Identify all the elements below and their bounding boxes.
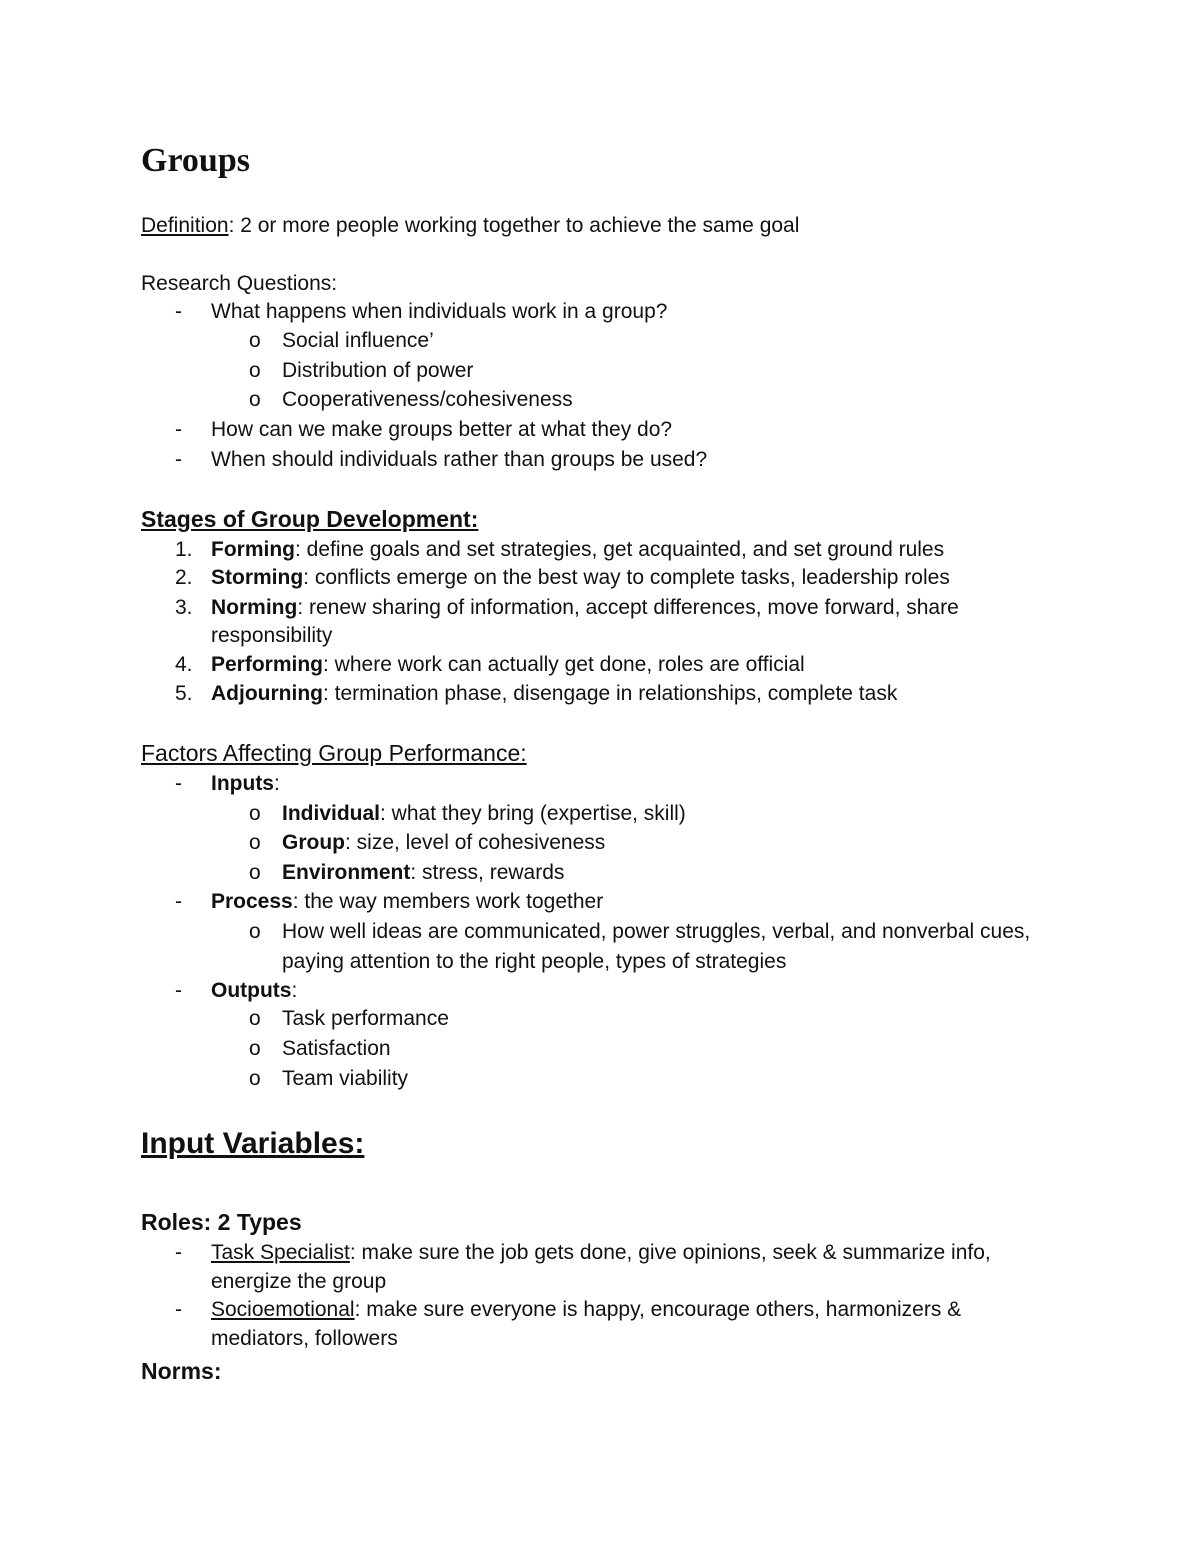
dash-bullet: - bbox=[175, 300, 182, 323]
stage-text: : conflicts emerge on the best way to complete tasks, leadership roles bbox=[303, 566, 950, 589]
stage-number: 2. bbox=[175, 566, 193, 589]
dash-bullet: - bbox=[175, 418, 182, 441]
inputs-label: Inputs bbox=[211, 772, 274, 795]
outputs-label: Outputs bbox=[211, 979, 292, 1002]
circle-bullet: o bbox=[249, 1037, 261, 1060]
input-term: Individual bbox=[282, 802, 381, 825]
research-q2-text: How can we make groups better at what they do? bbox=[211, 418, 673, 441]
circle-bullet: o bbox=[249, 920, 261, 943]
inputs-colon: : bbox=[274, 772, 280, 795]
circle-bullet: o bbox=[249, 1067, 261, 1090]
output-text: Task performance bbox=[282, 1007, 449, 1030]
output-text: Team viability bbox=[282, 1067, 409, 1090]
input-text: : stress, rewards bbox=[410, 861, 565, 884]
dash-bullet: - bbox=[175, 979, 182, 1002]
research-q3-text: When should individuals rather than groups be used? bbox=[211, 448, 708, 471]
stage-text: : termination phase, disengage in relationships, complete task bbox=[322, 682, 898, 705]
stage-term: Storming bbox=[211, 566, 304, 589]
input-term: Environment bbox=[282, 861, 411, 884]
research-q1-sub-text: Social influence’ bbox=[282, 329, 434, 352]
definition-label: Definition bbox=[141, 214, 229, 237]
dash-bullet: - bbox=[175, 1298, 182, 1321]
factors-heading: Factors Affecting Group Performance: bbox=[141, 740, 527, 766]
circle-bullet: o bbox=[249, 359, 261, 382]
definition-line bbox=[141, 212, 799, 240]
stage-text-continuation: responsibility bbox=[211, 624, 333, 647]
outputs-colon: : bbox=[291, 979, 298, 1002]
input-term: Group bbox=[282, 831, 345, 854]
stage-text: : where work can actually get done, roles are official bbox=[323, 653, 805, 676]
task-specialist-label: Task Specialist bbox=[211, 1241, 350, 1264]
norms-heading: Norms: bbox=[141, 1358, 222, 1384]
task-specialist-text: : make sure the job gets done, give opinions, seek & summarize info, bbox=[349, 1241, 991, 1264]
circle-bullet: o bbox=[249, 1007, 261, 1030]
stage-term: Performing bbox=[211, 653, 324, 676]
research-q1-sub-text: Distribution of power bbox=[282, 359, 474, 382]
research-label: Research Questions: bbox=[141, 272, 338, 295]
dash-bullet: - bbox=[175, 772, 182, 795]
stage-number: 3. bbox=[175, 596, 193, 619]
task-specialist-text-continuation: energize the group bbox=[211, 1270, 387, 1293]
output-text: Satisfaction bbox=[282, 1037, 391, 1060]
stage-text: : define goals and set strategies, get acquainted, and set ground rules bbox=[295, 538, 945, 561]
input-text: : what they bring (expertise, skill) bbox=[380, 802, 686, 825]
roles-heading: Roles: 2 Types bbox=[141, 1209, 302, 1235]
stage-term: Norming bbox=[211, 596, 298, 619]
stage-text: : renew sharing of information, accept differences, move forward, share bbox=[297, 596, 959, 619]
research-q1-sub-text: Cooperativeness/cohesiveness bbox=[282, 388, 573, 411]
process-text: : the way members work together bbox=[292, 890, 604, 913]
dash-bullet: - bbox=[175, 448, 182, 471]
stage-term: Forming bbox=[211, 538, 295, 561]
circle-bullet: o bbox=[249, 329, 261, 352]
circle-bullet: o bbox=[249, 388, 261, 411]
socioemotional-text: : make sure everyone is happy, encourage others, harmonizers & bbox=[354, 1298, 962, 1321]
stage-number: 5. bbox=[175, 682, 193, 705]
process-sub-text: How well ideas are communicated, power struggles, verbal, and nonverbal cues, bbox=[282, 920, 1031, 943]
socioemotional-text-continuation: mediators, followers bbox=[211, 1327, 398, 1350]
stage-number: 4. bbox=[175, 653, 193, 676]
dash-bullet: - bbox=[175, 890, 182, 913]
input-text: : size, level of cohesiveness bbox=[345, 831, 606, 854]
stages-heading: Stages of Group Development: bbox=[141, 506, 479, 532]
circle-bullet: o bbox=[249, 802, 261, 825]
stage-number: 1. bbox=[175, 538, 193, 561]
socioemotional-label: Socioemotional bbox=[211, 1298, 355, 1321]
process-label: Process bbox=[211, 890, 293, 913]
dash-bullet: - bbox=[175, 1241, 182, 1264]
research-q1-text: What happens when individuals work in a group? bbox=[211, 300, 668, 323]
input-variables-heading: Input Variables: bbox=[141, 1127, 365, 1160]
stage-term: Adjourning bbox=[211, 682, 323, 705]
circle-bullet: o bbox=[249, 861, 261, 884]
definition-text: : 2 or more people working together to achieve the same goal bbox=[228, 214, 800, 237]
circle-bullet: o bbox=[249, 831, 261, 854]
page-title: Groups bbox=[141, 142, 250, 179]
process-sub-text-continuation: paying attention to the right people, types of strategies bbox=[282, 950, 787, 973]
